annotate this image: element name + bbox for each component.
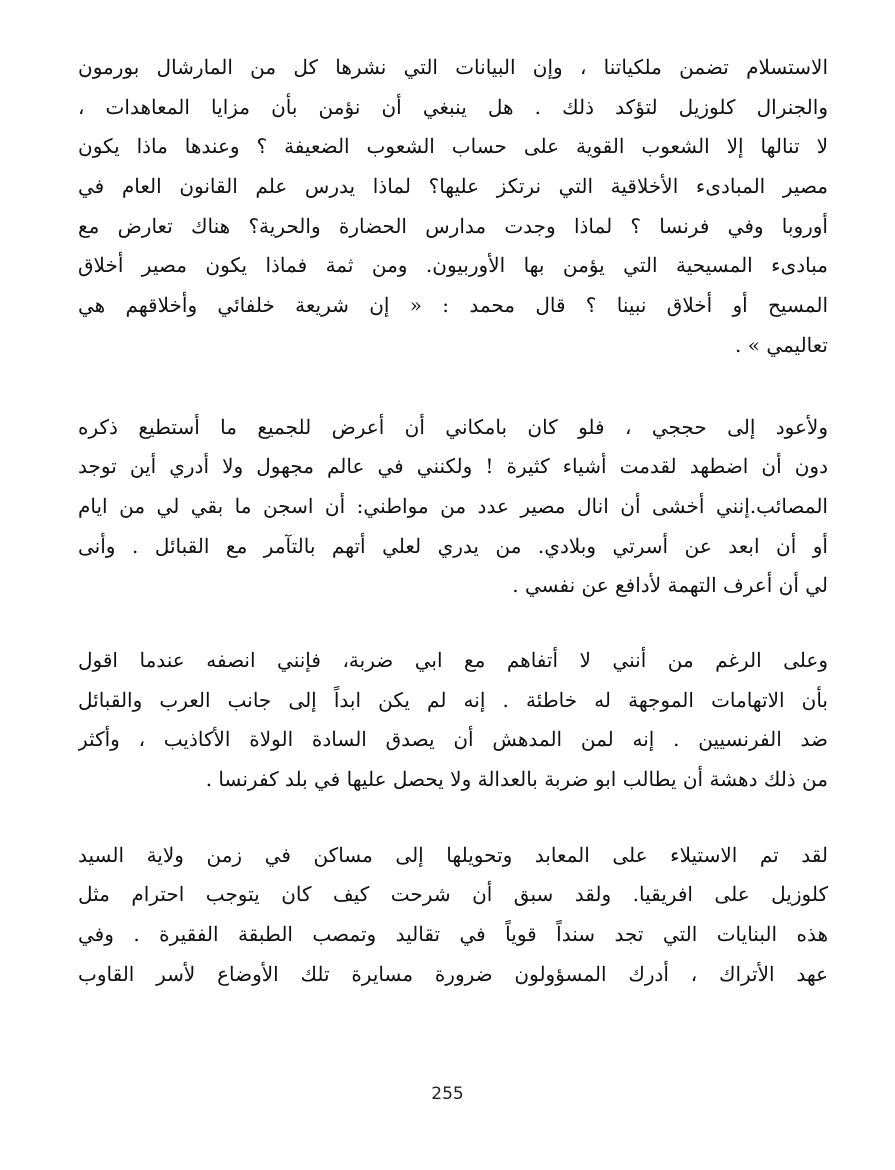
text-line: المصائب.إنني أخشى أن انال مصير عدد من مواطني: أن اسجن ما بقي لي من ايام: [78, 493, 828, 518]
text-line: مصير المبادىء الأخلاقية التي نرتكز عليها؟ لماذا يدرس علم القانون العام في: [78, 174, 828, 199]
text-line: وعلى الرغم من أنني لا أتفاهم مع ابي ضربة، فإنني انصفه عندما اقول: [78, 647, 828, 672]
text-line: لا تنالها إلا الشعوب القوية على حساب الشعوب الضعيفة ؟ وعندها ماذا يكون: [78, 134, 828, 159]
text-line: لي أن أعرف التهمة لأدافع عن نفسي .: [512, 573, 828, 598]
paragraph-2: [78, 408, 828, 606]
paragraph-4: [78, 836, 828, 995]
text-line: ولأعود إلى حججي ، فلو كان بامكاني أن أعرض للجميع ما أستطيع ذكره: [78, 414, 828, 439]
text-line: لقد تم الاستيلاء على المعابد وتحويلها إلى مساكن في زمن ولاية السيد: [78, 842, 828, 867]
text-line: المسيح أو أخلاق نبينا ؟ قال محمد : « إن شريعة خلفائي وأخلاقهم هي: [78, 293, 828, 318]
page-number: 255: [431, 1084, 464, 1104]
paragraph-1: [78, 48, 828, 366]
text-line: ضد الفرنسيين . إنه لمن المدهش أن يصدق السادة الولاة الأكاذيب ، وأكثر: [78, 727, 828, 752]
text-line: عهد الأتراك ، أدرك المسؤولون ضرورة مسايرة تلك الأوضاع لأسر القاوب: [78, 961, 828, 986]
text-line: هذه البنايات التي تجد سنداً قوياً في تقاليد وتمصب الطبقة الفقيرة . وفي: [78, 922, 828, 947]
text-line: تعاليمي » .: [735, 332, 828, 357]
text-line: الاستسلام تضمن ملكياتنا ، وإن البيانات التي نشرها كل من المارشال بورمون: [78, 55, 828, 79]
text-line: دون أن اضطهد لقدمت أشياء كثيرة ! ولكنني في عالم مجهول ولا أدري أين توجد: [78, 454, 828, 479]
body-text: [78, 48, 828, 994]
text-line: أوروبا وفي فرنسا ؟ لماذا وجدت مدارس الحضارة والحرية؟ هناك تعارض مع: [78, 213, 828, 238]
text-line: أو أن ابعد عن أسرتي وبلادي. من يدري لعلي أتهم بالتآمر مع القبائل . وأنى: [78, 533, 828, 558]
text-line: بأن الاتهامات الموجهة له خاطئة . إنه لم يكن ابداً إلى جانب العرب والقبائل: [78, 687, 828, 712]
text-line: من ذلك دهشة أن يطالب ابو ضربة بالعدالة ولا يحصل عليها في بلد كفرنسا .: [205, 767, 828, 791]
text-line: والجنرال كلوزيل لتؤكد ذلك . هل ينبغي أن نؤمن بأن مزايا المعاهدات ،: [78, 94, 828, 119]
paragraph-3: [78, 641, 828, 800]
text-line: كلوزيل على افريقيا. ولقد سبق أن شرحت كيف كان يتوجب احترام مثل: [78, 882, 828, 907]
text-line: مبادىء المسيحية التي يؤمن بها الأوربيون. ومن ثمة فماذا يكون مصير أخلاق: [78, 253, 828, 278]
